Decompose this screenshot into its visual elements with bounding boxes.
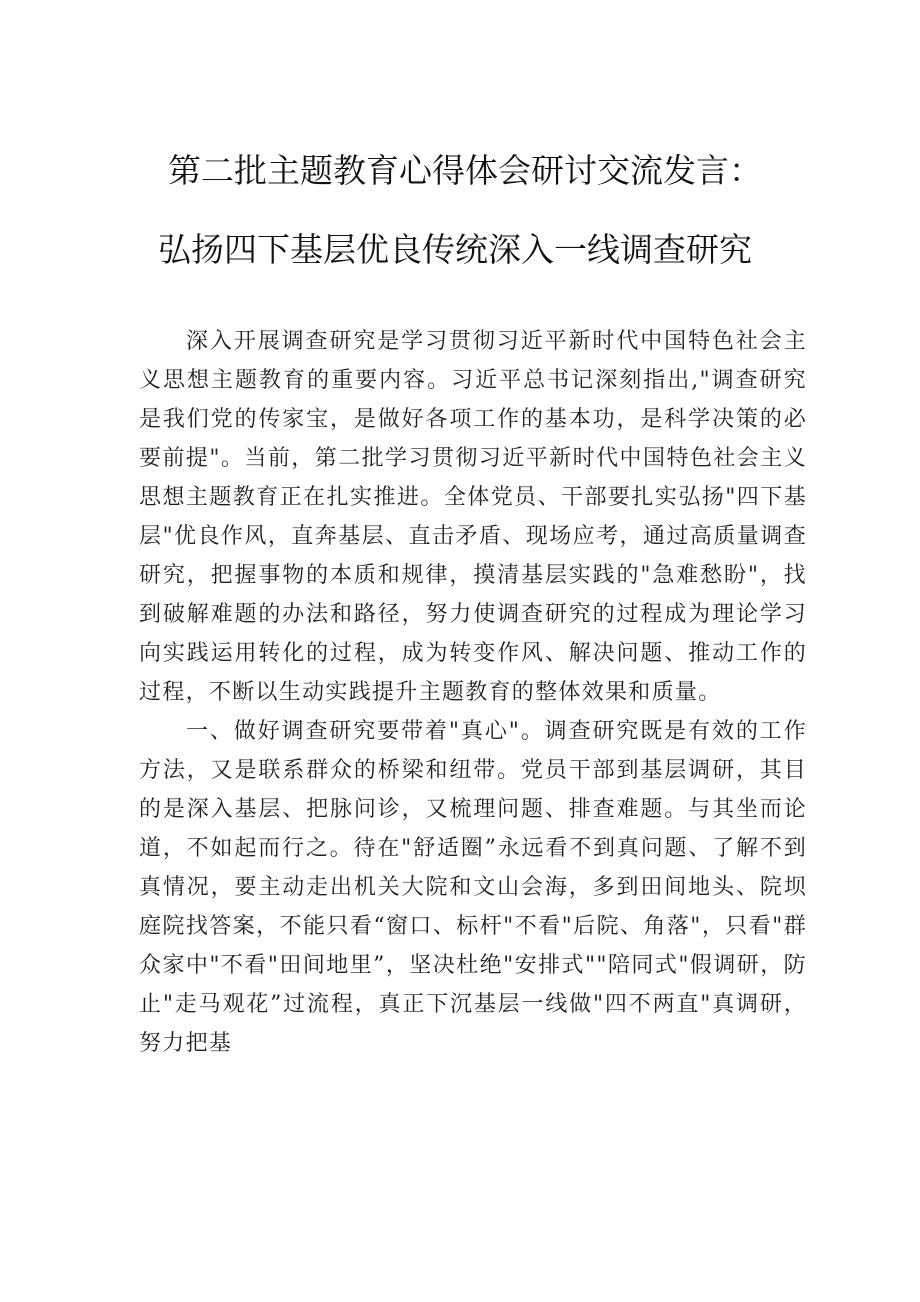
paragraph-2-lead: 一、做好调查研究要带着"真心"。 — [186, 719, 545, 744]
paragraph-1-text: 是学习贯彻习近平新时代中国特色社会主义思想主题教育的重要内容。习近平总书记深刻指出,"调查研究是我们党的传家宝，是做好各项工作的基本功，是科学决策的必要前提"。当前，第二批学习贯彻习近平新时代中国特色社会主义思想主题教育正在扎实推进。全体党员、干部要扎实弘扬"四下基层"优良作风，直奔基层、直击矛盾、现场应考，通过高质量调查研究，把握事物的本质和规律，摸清基层实践的"急难愁盼"，找到破解难题的办法和路径，努力使调查研究的过程成为理论学习向实践运用转化的过程，成为转变作风、解决问题、推动工作的过程，不断以生动实践提升主题教育的整体效果和质量。 — [139, 329, 807, 705]
body-paragraph-2 — [139, 712, 807, 1063]
document-title-line-2: 弘扬四下基层优良传统深入一线调查研究 — [158, 230, 752, 269]
title-block — [0, 146, 920, 304]
document-body — [139, 322, 807, 1063]
document-title-line-1: 第二批主题教育心得体会研讨交流发言： — [168, 151, 762, 190]
paragraph-2-text: 调查研究既是有效的工作方法，又是联系群众的桥梁和纽带。党员干部到基层调研，其目的是深入基层、把脉问诊，又梳理问题、排查难题。与其坐而论道，不如起而行之。待在"舒适圈”永远看不到真问题、了解不到真情况，要主动走出机关大院和文山会海，多到田间地头、院坝庭院找答案，不能只看“窗口、标杆"不看"后院、角落"，只看"群众家中"不看"田间地里”，坚决杜绝"安排式""陪同式"假调研，防止"走马观花”过流程，真正下沉基层一线做"四不两直"真调研，努力把基 — [139, 719, 807, 1056]
body-paragraph-1 — [139, 322, 807, 712]
paragraph-1-lead: 深入开展调查研究 — [186, 329, 378, 354]
